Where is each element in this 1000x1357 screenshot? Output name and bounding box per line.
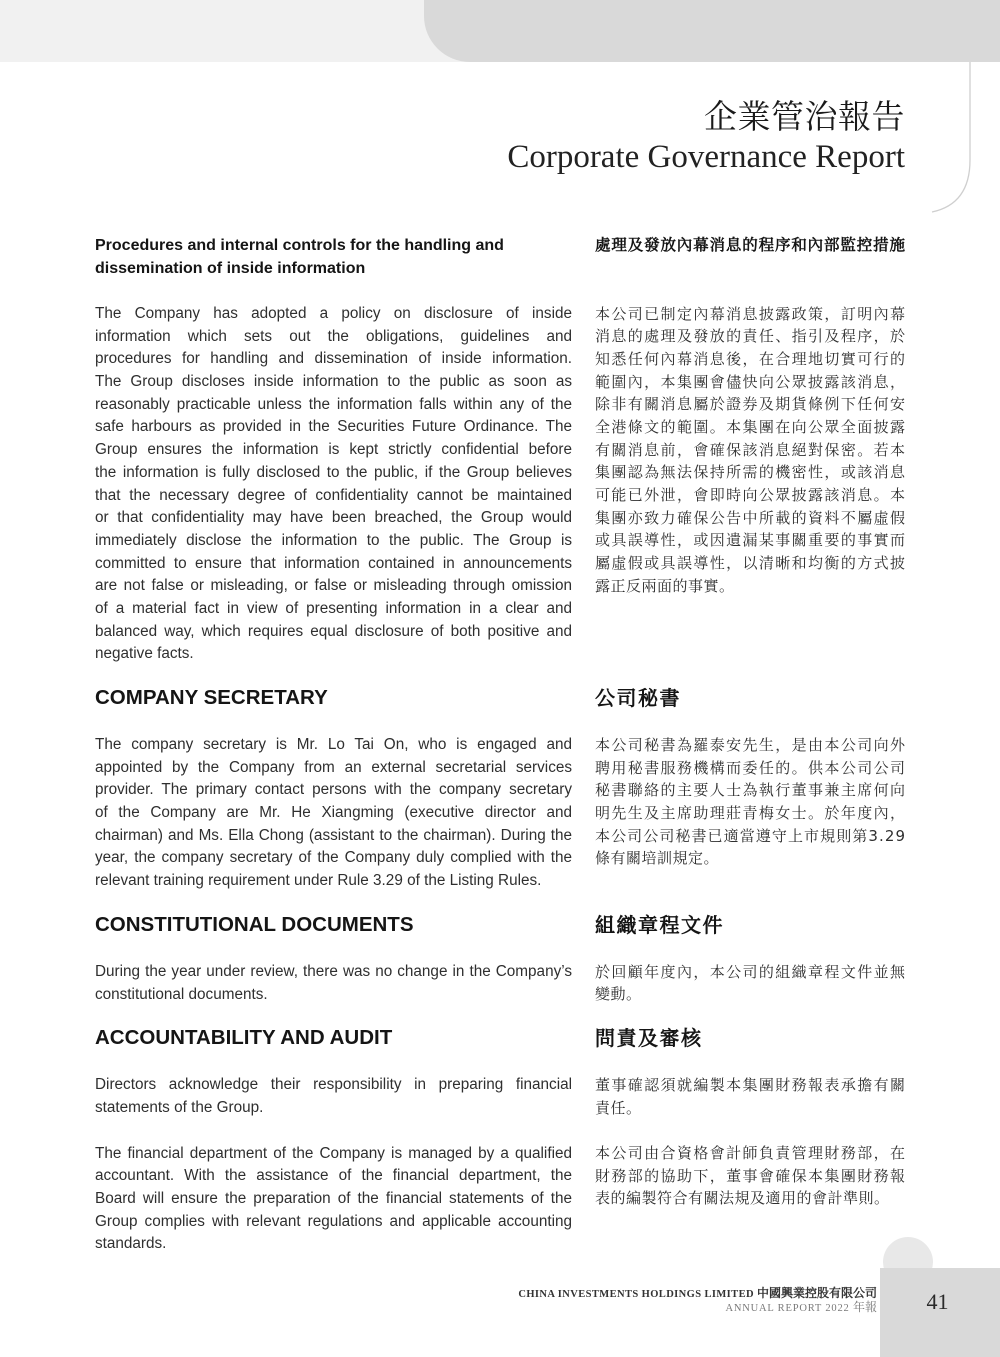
body-text-line: Board will ensure the preparation of the financial statements of the xyxy=(95,1189,572,1207)
body-text-line: procedures for handling and dissemination of inside information. xyxy=(95,350,572,368)
body-text-line: 消息的處理及發放的責任、指引及程序，於 xyxy=(595,327,907,346)
body-text-line: balanced way, which requires equal disclosure of both positive and xyxy=(95,622,572,640)
body-text-line: provider. The primary contact persons with the company secretary xyxy=(95,781,572,799)
body-text-line: 秘書聯絡的主要人士為執行董事兼主席何向 xyxy=(595,781,907,800)
body-text-line: The financial department of the Company is managed by a qualified xyxy=(95,1144,572,1162)
inside-info-paragraph-en xyxy=(95,303,572,666)
body-text-line: or that confidentiality may have been breached, the Group would xyxy=(95,509,572,527)
body-text-line: 露正反兩面的事實。 xyxy=(595,576,735,595)
body-text-line: 本公司由合資格會計師負責管理財務部，在 xyxy=(595,1144,907,1162)
body-text-line: 本公司秘書為羅泰安先生，是由本公司向外 xyxy=(595,736,907,754)
body-text-line: year, the company secretary of the Company duly complied with the xyxy=(95,849,572,867)
footer-report-en: ANNUAL REPORT 2022 xyxy=(725,1303,850,1314)
body-text-line: relevant training requirement under Rule 3.29 of the Listing Rules. xyxy=(95,872,542,890)
body-text-line: safe harbours as provided in the Securities Future Ordinance. The xyxy=(95,418,572,436)
body-text-line: 責任。 xyxy=(595,1098,642,1117)
body-text-line: 可能已外泄，會即時向公眾披露該消息。本 xyxy=(595,486,907,504)
footer-report-title xyxy=(726,1300,877,1316)
body-text-line: 財務部的協助下，董事會確保本集團財務報 xyxy=(595,1166,907,1185)
accountability-paragraph-2-zh xyxy=(595,1142,905,1210)
body-text-line: standards. xyxy=(95,1235,167,1253)
section-heading: 公司秘書 xyxy=(595,686,681,710)
section-heading: CONSTITUTIONAL DOCUMENTS xyxy=(95,913,414,936)
body-text-line: The Company has adopted a policy on disclosure of inside xyxy=(95,305,572,322)
company-secretary-paragraph-en xyxy=(95,734,572,893)
body-text-line: immediately disclose the information to the public. The Group is xyxy=(95,531,572,549)
body-text-line: committed to ensure that information contained in announcements xyxy=(95,554,572,572)
body-text-line: 知悉任何內幕消息後，在合理地切實可行的 xyxy=(595,349,907,368)
page-number: 41 xyxy=(926,1289,949,1314)
section-heading: ACCOUNTABILITY AND AUDIT xyxy=(95,1026,393,1049)
footer-company-zh: 中國興業控股有限公司 xyxy=(756,1286,877,1300)
body-text-line: The company secretary is Mr. Lo Tai On, who is engaged and xyxy=(95,736,572,753)
body-text-line: Directors acknowledge their responsibility in preparing financial xyxy=(95,1076,572,1093)
body-text-line: 本公司已制定內幕消息披露政策，訂明內幕 xyxy=(595,304,907,323)
accountability-audit-heading-en xyxy=(95,1026,572,1050)
body-text-line: chairman) and Ms. Ella Chong (assistant to the chairman). During the xyxy=(95,826,572,844)
body-text-line: 除非有關消息屬於證券及期貨條例下任何安 xyxy=(595,395,907,414)
body-text-line: that the necessary degree of confidentiality cannot be maintained xyxy=(95,486,572,504)
body-text-line: statements of the Group. xyxy=(95,1098,264,1116)
accountability-audit-heading-zh xyxy=(595,1026,905,1050)
inside-info-heading-zh xyxy=(595,234,905,257)
section-heading: COMPANY SECRETARY xyxy=(95,686,328,709)
body-text-line: 明先生及主席助理莊青梅女士。於年度內， xyxy=(595,804,907,823)
body-text-line: negative facts. xyxy=(95,645,194,663)
body-text-line: 於回顧年度內，本公司的組織章程文件並無 xyxy=(595,962,907,981)
heading-line: 處理及發放內幕消息的程序和內部監控措施 xyxy=(595,236,906,254)
inside-info-heading-en xyxy=(95,234,572,280)
body-text-line: of the Company are Mr. He Xiangming (executive director and xyxy=(95,804,572,822)
body-text-line: 本公司公司秘書已適當遵守上市規則第3.29 xyxy=(595,826,907,845)
body-text-line: Group ensures the information is kept strictly confidential before xyxy=(95,441,572,459)
heading-line: dissemination of inside information xyxy=(95,260,366,277)
heading-line: Procedures and internal controls for the handling and xyxy=(95,237,504,254)
body-text-line: 董事確認須就編製本集團財務報表承擔有關 xyxy=(595,1076,907,1094)
page-title-en: Corporate Governance Report xyxy=(507,139,905,175)
page-title-zh: 企業管治報告 xyxy=(704,97,905,136)
body-text-line: 聘用秘書服務機構而委任的。供本公司公司 xyxy=(595,758,907,777)
body-text-line: constitutional documents. xyxy=(95,985,268,1003)
body-text-line: information which sets out the obligations, guidelines and xyxy=(95,327,572,345)
body-text-line: 表的編製符合有關法規及適用的會計準則。 xyxy=(595,1189,890,1208)
body-text-line: During the year under review, there was no change in the Company’s xyxy=(95,963,572,980)
footer-report-zh: 年報 xyxy=(852,1300,877,1314)
constitutional-documents-heading-en xyxy=(95,913,572,937)
body-text-line: Group complies with relevant regulations and applicable accounting xyxy=(95,1212,572,1230)
company-secretary-heading-zh xyxy=(595,686,905,710)
body-text-line: 範圍內，本集團會儘快向公眾披露該消息， xyxy=(595,372,907,391)
body-text-line: 條有關培訓規定。 xyxy=(595,849,720,868)
accountability-paragraph-2-en xyxy=(95,1143,572,1256)
company-secretary-paragraph-zh xyxy=(595,734,905,870)
section-heading: 組織章程文件 xyxy=(595,913,724,937)
constitutional-documents-paragraph-en xyxy=(95,961,572,1006)
constitutional-documents-paragraph-zh xyxy=(595,961,905,1006)
body-text-line: 集團認為無法保持所需的機密性，或該消息 xyxy=(595,463,907,482)
body-text-line: are not false or misleading, or false or misleading through omission xyxy=(95,577,572,595)
body-text-line: the information is fully disclosed to the public, if the Group believes xyxy=(95,463,572,481)
body-text-line: 或具誤導性，或因遺漏某事關重要的事實而 xyxy=(595,531,907,550)
body-text-line: appointed by the Company from an external secretarial services xyxy=(95,758,572,776)
body-text-line: 集團亦致力確保公告中所載的資料不屬虛假 xyxy=(595,508,907,527)
inside-info-paragraph-zh xyxy=(595,303,905,598)
body-text-line: accountant. With the assistance of the financial department, the xyxy=(95,1167,572,1185)
section-heading: 問責及審核 xyxy=(595,1026,703,1050)
body-text-line: 屬虛假或具誤導性，以清晰和均衡的方式披 xyxy=(595,554,907,573)
company-secretary-heading-en xyxy=(95,686,572,710)
body-text-line: of a material fact in view of presenting information in a clear and xyxy=(95,599,572,617)
body-text-line: 全港條文的範圍。本集團在向公眾全面披露 xyxy=(595,417,907,436)
body-text-line: The Group discloses inside information to the public as soon as xyxy=(95,373,572,391)
accountability-paragraph-1-en xyxy=(95,1074,572,1119)
body-text-line: 有關消息前，會確保該消息絕對保密。若本 xyxy=(595,440,907,459)
constitutional-documents-heading-zh xyxy=(595,913,905,937)
body-text-line: reasonably practicable unless the information falls within any of the xyxy=(95,395,572,413)
footer-company-en: CHINA INVESTMENTS HOLDINGS LIMITED xyxy=(518,1289,754,1300)
body-text-line: 變動。 xyxy=(595,985,642,1004)
accountability-paragraph-1-zh xyxy=(595,1074,905,1119)
